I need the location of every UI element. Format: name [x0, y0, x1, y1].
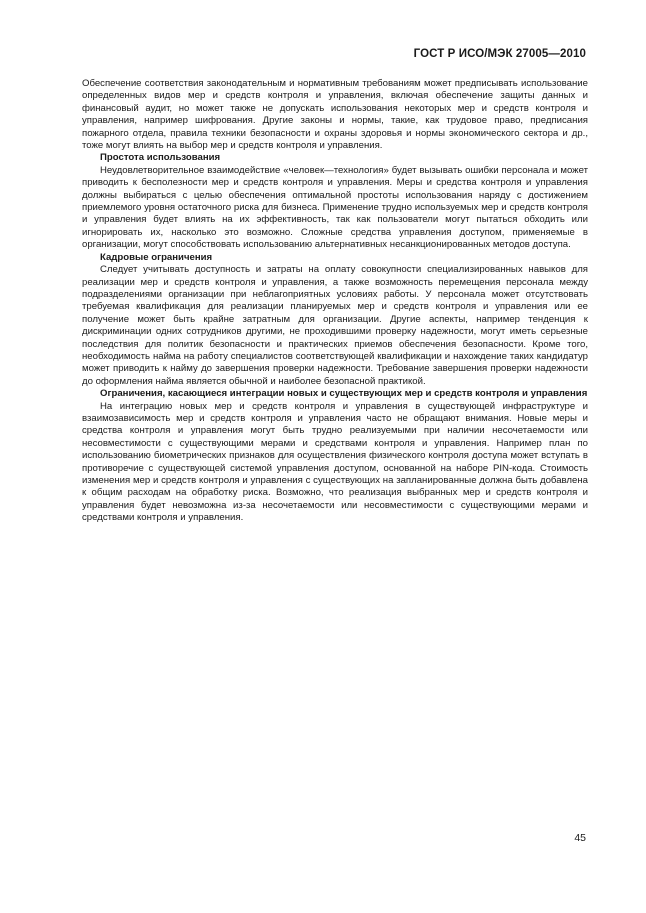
paragraph-legal-requirements: Обеспечение соответствия законодательным и нормативным требованиям может предписывать использование определенных видов мер и средств контроля и управления, включая обеспечение защиты данных и финансовый аудит, но может также не допускать использования некоторых мер и средств контроля и управления, например шифрования. Другие законы и нормы, такие, как трудовое право, предписания пожарного отдела, правила техники безопасности и охраны здоровья и нормы экономического сектора и др., тоже могут влиять на выбор мер и средств контроля и управления.	[82, 78, 588, 152]
page-number: 45	[574, 832, 586, 844]
heading-integration-constraints: Ограничения, касающиеся интеграции новых и существующих мер и средств контроля и управления	[100, 388, 588, 400]
document-header-title: ГОСТ Р ИСО/МЭК 27005—2010	[413, 48, 586, 60]
paragraph-usability: Неудовлетворительное взаимодействие «человек—технология» будет вызывать ошибки персонала и может приводить к бесполезности мер и средств контроля и управления. Меры и средства контроля и управления должны выбираться с целью обеспечения оптимальной простоты использования наряду с достижением приемлемого уровня остаточного риска для бизнеса. Применение трудно используемых мер и средств контроля и управления будет влиять на их эффективность, так как пользователи могут пытаться обходить или игнорировать их, насколько это возможно. Сложные средства управления доступом, применяемые в организации, могут способствовать использованию альтернативных несанкционированных методов доступа.	[82, 164, 588, 251]
paragraph-personnel-constraints: Следует учитывать доступность и затраты на оплату совокупности специализированных навыков для реализации мер и средств контроля и управления, а также возможность перемещения персонала между подразделениями организации при неблагоприятных условиях работы. У персонала может отсутствовать требуемая квалификация для реализации планируемых мер и средств контроля и управления или ее получение может быть крайне затратным для организации. Другие аспекты, например тенденция к дискриминации одних сотрудников другими, не проходившими проверку надежности, могут иметь серьезные последствия для политик безопасности и практических приемов обеспечения безопасности. Кроме того, необходимость найма на работу специалистов соответствующей квалификации и нахождение таких кандидатур может приводить к найму до завершения проверки надежности. Требование завершения проверки надежности до оформления найма является обычной и наиболее безопасной практикой.	[82, 264, 588, 387]
paragraph-integration-constraints: На интеграцию новых мер и средств контроля и управления в существующей инфраструктуре и взаимозависимость мер и средств контроля и управления часто не обращают внимания. Новые меры и средства контроля и управления могут быть трудно реализуемыми при наличии несочетаемости или несовместимости с существующими мерами и средствами контроля и управления. Например план по использованию биометрических признаков для осуществления физического контроля доступа может вступать в противоречие с существующей системой управления доступом, основанной на наборе PIN-кода. Стоимость изменения мер и средств контроля и управления с существующих на запланированные должна быть добавлена к общим расходам на обработку риска. Возможно, что реализация выбранных мер и средств контроля и управления будет невозможна из-за несочетаемости или несовместимости с существующими мерами и средствами контроля и управления.	[82, 400, 588, 524]
heading-personnel-constraints: Кадровые ограничения	[100, 251, 213, 263]
heading-usability: Простота использования	[100, 152, 221, 164]
document-body	[82, 78, 588, 525]
